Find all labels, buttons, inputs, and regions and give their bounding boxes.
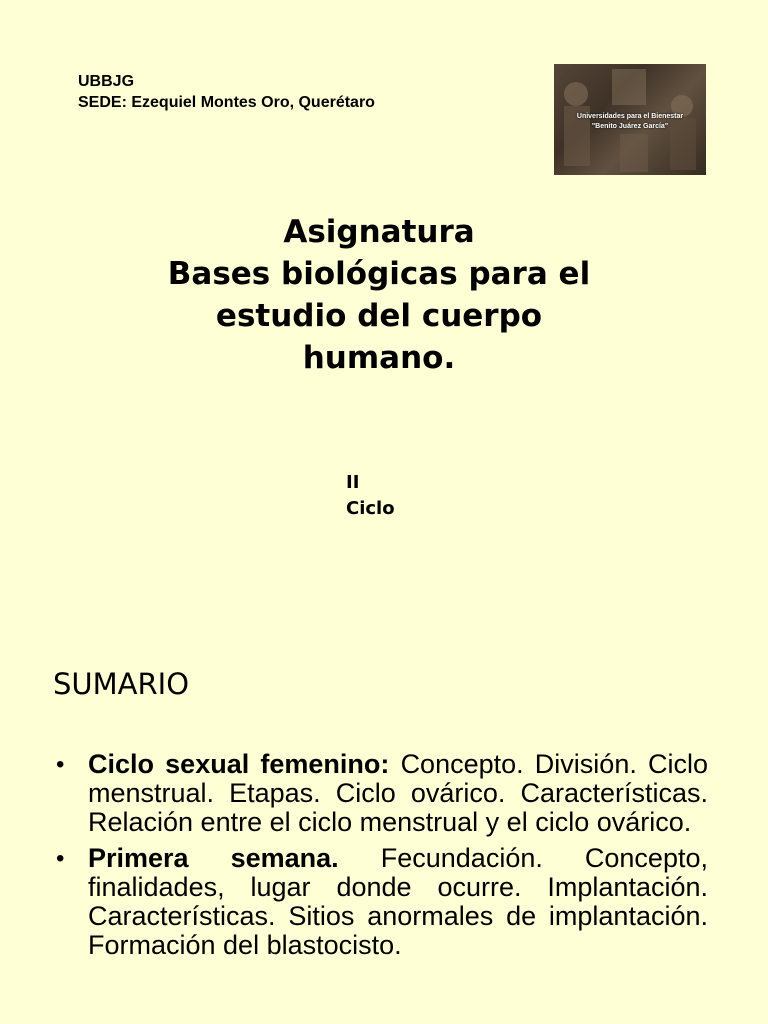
title-line-4: humano. bbox=[302, 340, 456, 376]
institution-name: UBBJG bbox=[78, 73, 135, 90]
summary-item-text: Concepto. División. Ciclo menstrual. Etapas. Ciclo ovárico. Características. Relación entre el ciclo menstrual y el ciclo ovárico. bbox=[88, 749, 708, 837]
institution-header bbox=[78, 71, 375, 113]
logo-line-1: Universidades para el Bienestar bbox=[576, 113, 684, 120]
bullet-icon: • bbox=[56, 845, 65, 872]
summary-item-text: Fecundación. Concepto, finalidades, lugar donde ocurre. Implantación. Características. Sitios anormales de implantación. Formación del blastocisto. bbox=[88, 843, 708, 960]
summary-item-lead: Primera semana. bbox=[88, 843, 339, 873]
cycle-number: II bbox=[346, 472, 360, 493]
campus-name: SEDE: Ezequiel Montes Oro, Querétaro bbox=[78, 94, 375, 111]
summary-list bbox=[56, 750, 708, 967]
title-line-2: Bases biológicas para el bbox=[167, 256, 591, 292]
summary-item-first-week bbox=[56, 844, 708, 960]
title-line-1: Asignatura bbox=[283, 214, 475, 250]
cycle-label bbox=[346, 470, 395, 522]
logo-line-2: "Benito Juárez García" bbox=[591, 123, 669, 130]
cycle-text: Ciclo bbox=[346, 498, 395, 519]
summary-heading: SUMARIO bbox=[53, 667, 190, 701]
university-logo bbox=[554, 64, 706, 175]
summary-item-lead: Ciclo sexual femenino: bbox=[88, 749, 390, 779]
title-line-3: estudio del cuerpo bbox=[215, 298, 543, 334]
course-title bbox=[100, 211, 658, 379]
bullet-icon: • bbox=[56, 751, 65, 778]
summary-item-female-cycle bbox=[56, 750, 708, 837]
logo-text bbox=[554, 112, 706, 132]
